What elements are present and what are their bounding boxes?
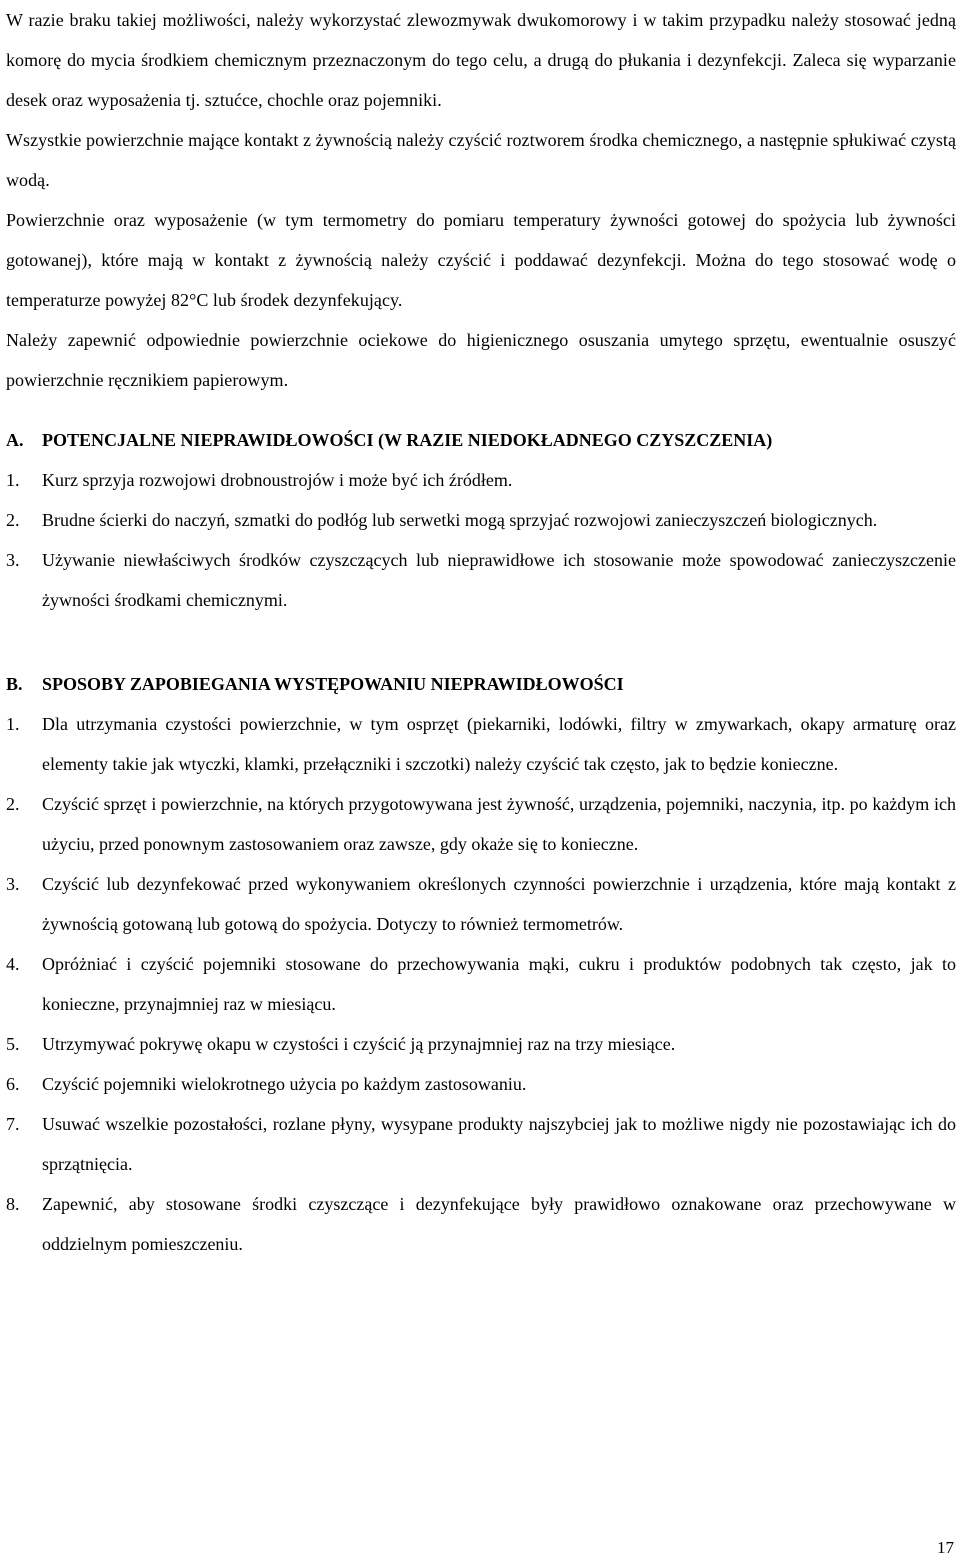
list-item-text: Utrzymywać pokrywę okapu w czystości i czyścić ją przynajmniej raz na trzy miesiące.: [42, 1034, 676, 1054]
list-item: [6, 1024, 956, 1064]
list-item-text: Brudne ścierki do naczyń, szmatki do podłóg lub serwetki mogą sprzyjać rozwojowi zanieczyszczeń biologicznych.: [42, 510, 878, 530]
section-a-list: [6, 460, 956, 620]
list-item-number: 3.: [6, 874, 20, 894]
section-b-label: B.: [6, 674, 23, 694]
list-item-number: 8.: [6, 1194, 20, 1214]
section-b-heading: [6, 664, 956, 704]
document-page: [6, 0, 956, 1264]
list-item: [6, 1064, 956, 1104]
list-item-number: 4.: [6, 954, 20, 974]
list-item: [6, 540, 956, 620]
intro-paragraph-3: Powierzchnie oraz wyposażenie (w tym termometry do pomiaru temperatury żywności gotowej do spożycia lub żywności gotowanej), które mają w kontakt z żywnością należy czyścić i poddawać dezynfekcji. Można do tego stosować wodę o temperaturze powyżej 82°C lub środek dezynfekujący.: [6, 210, 956, 310]
list-item-text: Opróżniać i czyścić pojemniki stosowane do przechowywania mąki, cukru i produktów podobnych tak często, jak to konieczne, przynajmniej raz w miesiącu.: [42, 954, 956, 1014]
page-number: 17: [937, 1538, 954, 1557]
list-item-text: Czyścić pojemniki wielokrotnego użycia po każdym zastosowaniu.: [42, 1074, 527, 1094]
section-b-title: SPOSOBY ZAPOBIEGANIA WYSTĘPOWANIU NIEPRAWIDŁOWOŚCI: [42, 674, 624, 694]
spacer: [6, 400, 956, 420]
list-item-number: 2.: [6, 794, 20, 814]
list-item-number: 7.: [6, 1114, 20, 1134]
list-item: [6, 460, 956, 500]
list-item-number: 5.: [6, 1034, 20, 1054]
list-item-text: Kurz sprzyja rozwojowi drobnoustrojów i może być ich źródłem.: [42, 470, 513, 490]
section-a-title: POTENCJALNE NIEPRAWIDŁOWOŚCI (W RAZIE NIEDOKŁADNEGO CZYSZCZENIA): [42, 430, 773, 450]
list-item-text: Czyścić lub dezynfekować przed wykonywaniem określonych czynności powierzchnie i urządzenia, które mają kontakt z żywnością gotowaną lub gotową do spożycia. Dotyczy to również termometrów.: [42, 874, 956, 934]
list-item-number: 2.: [6, 510, 20, 530]
list-item: [6, 704, 956, 784]
list-item-text: Dla utrzymania czystości powierzchnie, w tym osprzęt (piekarniki, lodówki, filtry w zmywarkach, okapy armaturę oraz elementy takie jak wtyczki, klamki, przełączniki i szczotki) należy czyścić tak często, jak to będzie konieczne.: [42, 714, 956, 774]
list-item: [6, 500, 956, 540]
list-item: [6, 944, 956, 1024]
list-item-text: Zapewnić, aby stosowane środki czyszczące i dezynfekujące były prawidłowo oznakowane oraz przechowywane w oddzielnym pomieszczeniu.: [42, 1194, 956, 1254]
spacer: [6, 620, 956, 664]
list-item: [6, 1104, 956, 1184]
list-item-number: 1.: [6, 470, 20, 490]
intro-paragraph-4: Należy zapewnić odpowiednie powierzchnie ociekowe do higienicznego osuszania umytego sprzętu, ewentualnie osuszyć powierzchnie ręcznikiem papierowym.: [6, 330, 956, 390]
list-item-number: 3.: [6, 550, 20, 570]
list-item: [6, 784, 956, 864]
section-a-heading: [6, 420, 956, 460]
list-item: [6, 864, 956, 944]
list-item-number: 6.: [6, 1074, 20, 1094]
list-item: [6, 1184, 956, 1264]
intro-paragraph-1: W razie braku takiej możliwości, należy wykorzystać zlewozmywak dwukomorowy i w takim przypadku należy stosować jedną komorę do mycia środkiem chemicznym przeznaczonym do tego celu, a drugą do płukania i dezynfekcji. Zaleca się wyparzanie desek oraz wyposażenia tj. sztućce, chochle oraz pojemniki.: [6, 10, 956, 110]
list-item-number: 1.: [6, 714, 20, 734]
intro-paragraph-2: Wszystkie powierzchnie mające kontakt z żywnością należy czyścić roztworem środka chemicznego, a następnie spłukiwać czystą wodą.: [6, 130, 956, 190]
list-item-text: Czyścić sprzęt i powierzchnie, na których przygotowywana jest żywność, urządzenia, pojemniki, naczynia, itp. po każdym ich użyciu, przed ponownym zastosowaniem oraz zawsze, gdy okaże się to konieczne.: [42, 794, 956, 854]
section-a-label: A.: [6, 430, 24, 450]
list-item-text: Usuwać wszelkie pozostałości, rozlane płyny, wysypane produkty najszybciej jak to możliwe nigdy nie pozostawiając ich do sprzątnięcia.: [42, 1114, 956, 1174]
section-b-list: [6, 704, 956, 1264]
list-item-text: Używanie niewłaściwych środków czyszczących lub nieprawidłowe ich stosowanie może spowodować zanieczyszczenie żywności środkami chemicznymi.: [42, 550, 956, 610]
